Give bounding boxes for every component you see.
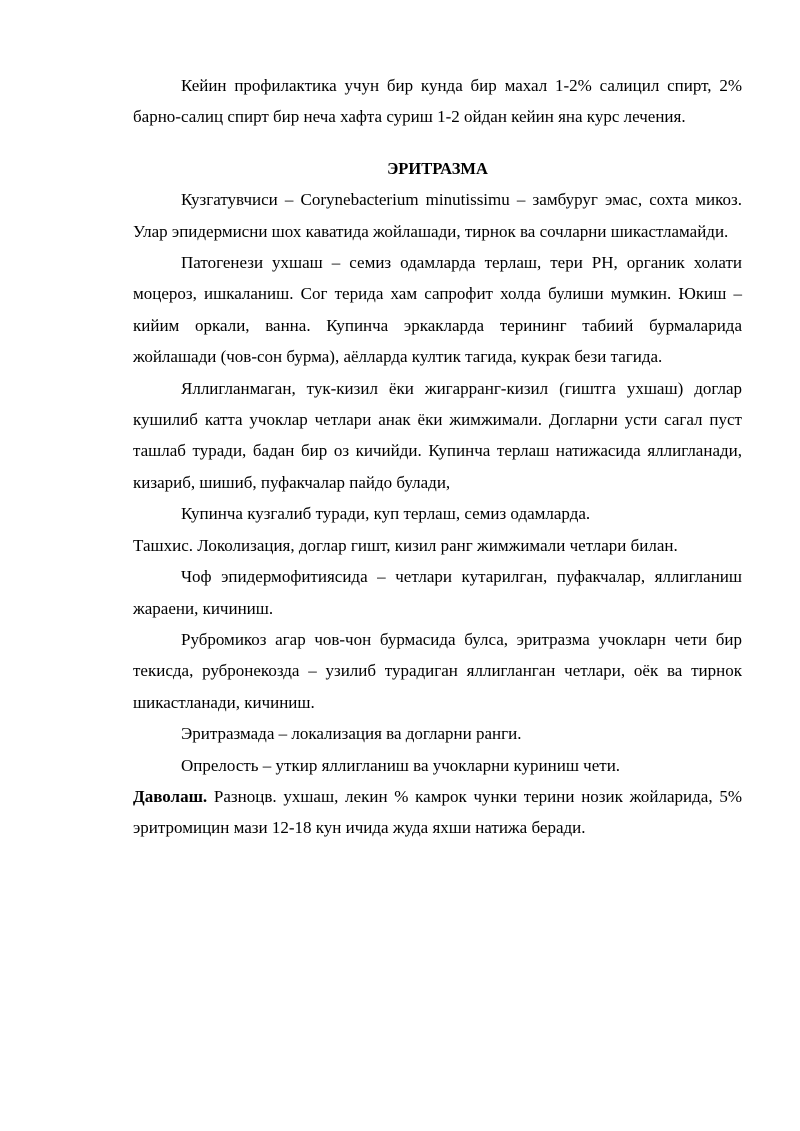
paragraph-clinical-picture: Яллигланмаган, тук-кизил ёки жигарранг-кизил (гиштга ухшаш) доглар кушилиб катта учоклар четлари анак ёки жимжимали. Догларни усти сагал пуст ташлаб туради, бадан бир оз кичийди. Купинча терлаш натижасида яллигланади, кизариб, шишиб, пуфакчалар пайдо булади,	[133, 378, 742, 492]
section-heading: ЭРИТРАЗМА	[387, 158, 488, 178]
paragraph-differential-3: Эритразмада – локализация ва догларни ранги.	[181, 724, 522, 744]
paragraph-differential-4: Опрелость – уткир яллигланиш ва учокларни куриниш чети.	[181, 755, 621, 775]
paragraph-pathogenesis: Патогенези ухшаш – семиз одамларда терлаш, тери РН, органик холати моцероз, ишкаланиш. Сог терида хам сапрофит холда булиши мумкин. Юкиш – кийим оркали, ванна. Купинча эркакларда терининг табиий бурмаларида жойлашади (чов-сон бурма), аёлларда култик тагида, кукрак бези тагида.	[133, 253, 742, 367]
treatment-text: Разноцв. ухшаш, лекин % камрок чунки терини нозик жойларида, 5% эритромицин мази 12-18 кун ичида жуда яхши натижа беради.	[133, 786, 742, 838]
paragraph-pathogen: Кузгатувчиси – Corynebacterium minutissimu – замбуруг эмас, сохта микоз. Улар эпидермисни шох каватида жойлашади, тирнок ва сочларни шикастламайди.	[133, 190, 742, 241]
paragraph-prophylaxis: Кейин профилактика учун бир кунда бир махал 1-2% салицил спирт, 2% барно-салиц спирт бир неча хафта суриш 1-2 ойдан кейин яна курс лечения.	[133, 76, 742, 127]
paragraph-differential-2: Рубромикоз агар чов-чон бурмасида булса, эритразма учокларн чети бир текисда, рубронекозда – узилиб турадиган яллигланган четлари, оёк ва тирнок шикастланади, кичиниш.	[133, 629, 742, 712]
paragraph-treatment	[133, 781, 742, 844]
paragraph-diagnosis: Ташхис. Локолизация, доглар гишт, кизил ранг жимжимали четлари билан.	[133, 535, 678, 555]
paragraph-recurrence: Купинча кузгалиб туради, куп терлаш, семиз одамларда.	[181, 504, 591, 524]
treatment-label: Даволаш.	[133, 786, 208, 806]
paragraph-differential-1: Чоф эпидермофитиясида – четлари кутарилган, пуфакчалар, яллигланиш жараени, кичиниш.	[133, 567, 742, 618]
document-page	[133, 70, 742, 844]
